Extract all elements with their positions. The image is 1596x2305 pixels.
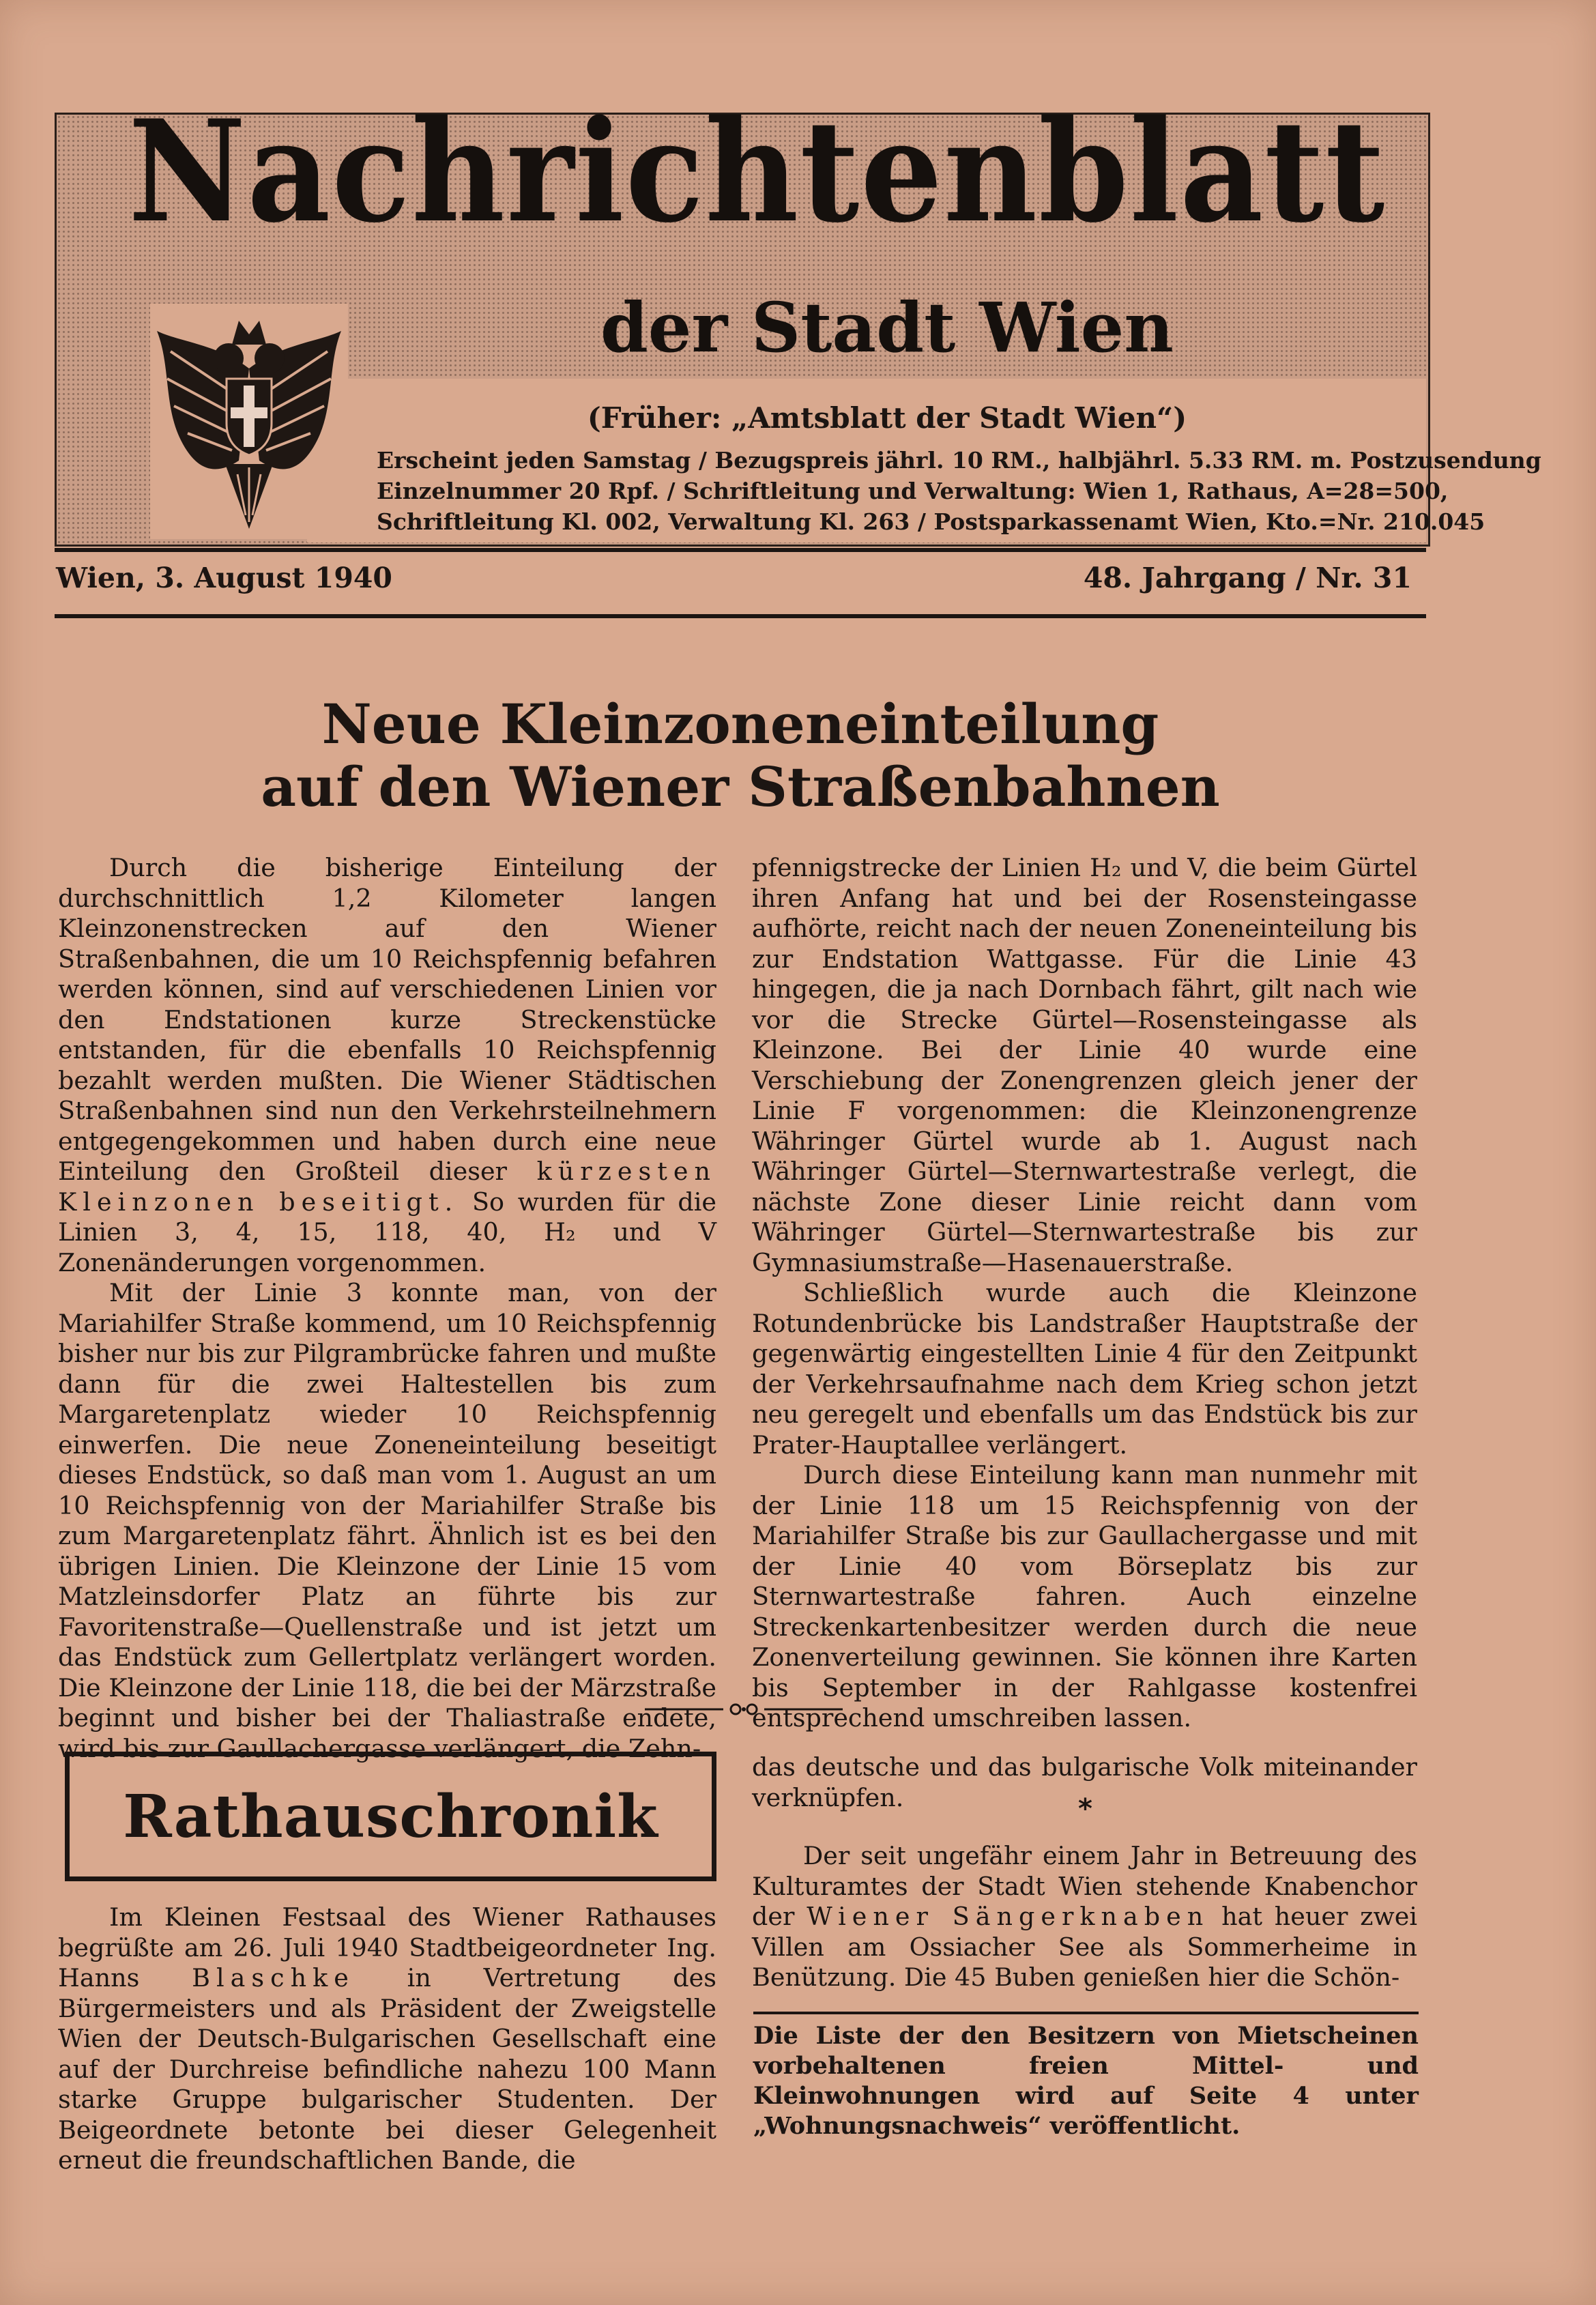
article-paragraph: Schließlich wurde auch die Kleinzone Rotundenbrücke bis Landstraßer Hauptstraße der gegenwärtig eingestellten Linie 4 für den Zeitpunkt der Verkehrsaufnahme nach dem Krieg schon jetzt neu geregelt und ebenfalls um das Endstück bis zur Prater-Hauptallee verlängert. <box>752 1278 1417 1460</box>
article-left-column <box>58 853 716 1764</box>
vienna-eagle-crest-icon <box>150 304 348 539</box>
article-paragraph: pfennigstrecke der Linien H₂ und V, die beim Gürtel ihren Anfang hat und bei der Rosensteingasse aufhörte, reicht nach der neuen Zoneneinteilung bis zur Endstation Wattgasse. Für die Linie 43 hingegen, die ja nach Dornbach fährt, gilt nach wie vor die Strecke Gürtel—Rosensteingasse als Kleinzone. Bei der Linie 40 wurde eine Verschiebung der Zonengrenzen gleich jener der Linie F vorgenommen: die Kleinzonengrenze Währinger Gürtel wurde ab 1. August nach Währinger Gürtel—Sternwartestraße verlegt, die nächste Zone dieser Linie reicht dann vom Währinger Gürtel—Sternwartestraße bis zur Gymnasiumstraße—Hasenauerstraße. <box>752 853 1417 1277</box>
masthead-subtitle: der Stadt Wien <box>600 287 1174 368</box>
masthead-formerly: (Früher: „Amtsblatt der Stadt Wien“) <box>587 401 1187 435</box>
chronicle-title-box: Rathauschronik <box>65 1752 716 1881</box>
dateline-issue: 48. Jahrgang / Nr. 31 <box>1083 562 1412 594</box>
notice-rule <box>753 2012 1419 2014</box>
chronicle-right-column-continued <box>752 1841 1417 1993</box>
dateline-bottom-rule <box>55 614 1426 618</box>
article-paragraph: Durch die bisherige Einteilung der durchschnittlich 1,2 Kilometer langen Kleinzonenstrecken auf den Wiener Straßenbahnen, die um 10 Reichspfennig befahren werden können, sind auf verschiedenen Linien vor den Endstationen kurze Streckenstücke entstanden, für die ebenfalls 10 Reichspfennig bezahlt werden mußten. Die Wiener Städtischen Straßenbahnen sind nun den Verkehrsteilnehmern entgegengekommen und haben durch eine neue Einteilung den Großteil dieser kürzesten Kleinzonen beseitigt. So wurden für die Linien 3, 4, 15, 118, 40, H₂ und V Zonenänderungen vorgenommen. <box>58 853 717 1277</box>
masthead-info-line-2: Einzelnummer 20 Rpf. / Schriftleitung und Verwaltung: Wien 1, Rathaus, A=28=500, <box>377 478 1449 504</box>
masthead-info-line-1: Erscheint jeden Samstag / Bezugspreis jährl. 10 RM., halbjährl. 5.33 RM. m. Postzusendung <box>377 447 1541 474</box>
chronicle-paragraph: das deutsche und das bulgarische Volk miteinander verknüpfen. <box>752 1752 1417 1812</box>
article-headline-line-2: auf den Wiener Straßenbahnen <box>261 755 1220 819</box>
article-paragraph: Mit der Linie 3 konnte man, von der Mariahilfer Straße kommend, um 10 Reichspfennig bisher nur bis zur Pilgrambrücke fahren und mußte dann für die zwei Haltestellen bis zum Margaretenplatz wieder 10 Reichspfennig einwerfen. Die neue Zoneneinteilung beseitigt dieses Endstück, so daß man vom 1. August an um 10 Reichspfennig von der Mariahilfer Straße bis zum Margaretenplatz fährt. Ähnlich ist es bei den übrigen Linien. Die Kleinzone der Linie 15 vom Matzleinsdorfer Platz an führte bis zur Favoritenstraße—Quellenstraße und ist jetzt um das Endstück zum Gellertplatz verlängert worden. Die Kleinzone der Linie 118, die bei der Märzstraße beginnt und bisher bei der Thaliastraße endete, wird bis zur Gaullachergasse verlängert, die Zehn- <box>58 1278 716 1763</box>
article-paragraph: Durch diese Einteilung kann man nunmehr mit der Linie 118 um 15 Reichspfennig von der Mariahilfer Straße bis zur Gaullachergasse und mit der Linie 40 vom Börseplatz bis zur Sternwartestraße fahren. Auch einzelne Streckenkartenbesitzer werden durch die neue Zonenverteilung gewinnen. Sie können ihre Karten bis September in der Rahlgasse kostenfrei entsprechend umschreiben lassen. <box>752 1460 1417 1733</box>
masthead-title: Nachrichtenblatt <box>128 90 1387 254</box>
chronicle-left-column <box>58 1902 716 2176</box>
chronicle-separator: * <box>1078 1793 1092 1825</box>
section-ornament-icon <box>641 1699 846 1720</box>
dateline-place-date: Wien, 3. August 1940 <box>56 562 392 594</box>
article-right-column <box>752 853 1417 1734</box>
masthead-info-line-3: Schriftleitung Kl. 002, Verwaltung Kl. 263 / Postsparkassenamt Wien, Kto.=Nr. 210.045 <box>377 508 1485 535</box>
chronicle-paragraph: Im Kleinen Festsaal des Wiener Rathauses begrüßte am 26. Juli 1940 Stadtbeigeordneter Ing. Hanns Blaschke in Vertretung des Bürgermeisters und als Präsident der Zweigstelle Wien der Deutsch-Bulgarischen Gesellschaft eine auf der Durchreise befindliche nahezu 100 Mann starke Gruppe bulgarischer Studenten. Der Beigeordnete betonte bei dieser Gelegenheit erneut die freundschaftlichen Bande, die <box>58 1902 716 2175</box>
housing-notice: Die Liste der den Besitzern von Mietscheinen vorbehaltenen freien Mittel- und Kleinwohnungen wird auf Seite 4 unter „Wohnungsnachweis“ veröffentlicht. <box>753 2022 1419 2140</box>
dateline-top-rule <box>55 548 1426 552</box>
chronicle-paragraph: Der seit ungefähr einem Jahr in Betreuung des Kulturamtes der Stadt Wien stehende Knabenchor der Wiener Sängerknaben hat heuer zwei Villen am Ossiacher See als Sommerheime in Benützung. Die 45 Buben genießen hier die Schön- <box>752 1841 1417 1992</box>
article-headline-line-1: Neue Kleinzoneneinteilung <box>321 692 1159 756</box>
